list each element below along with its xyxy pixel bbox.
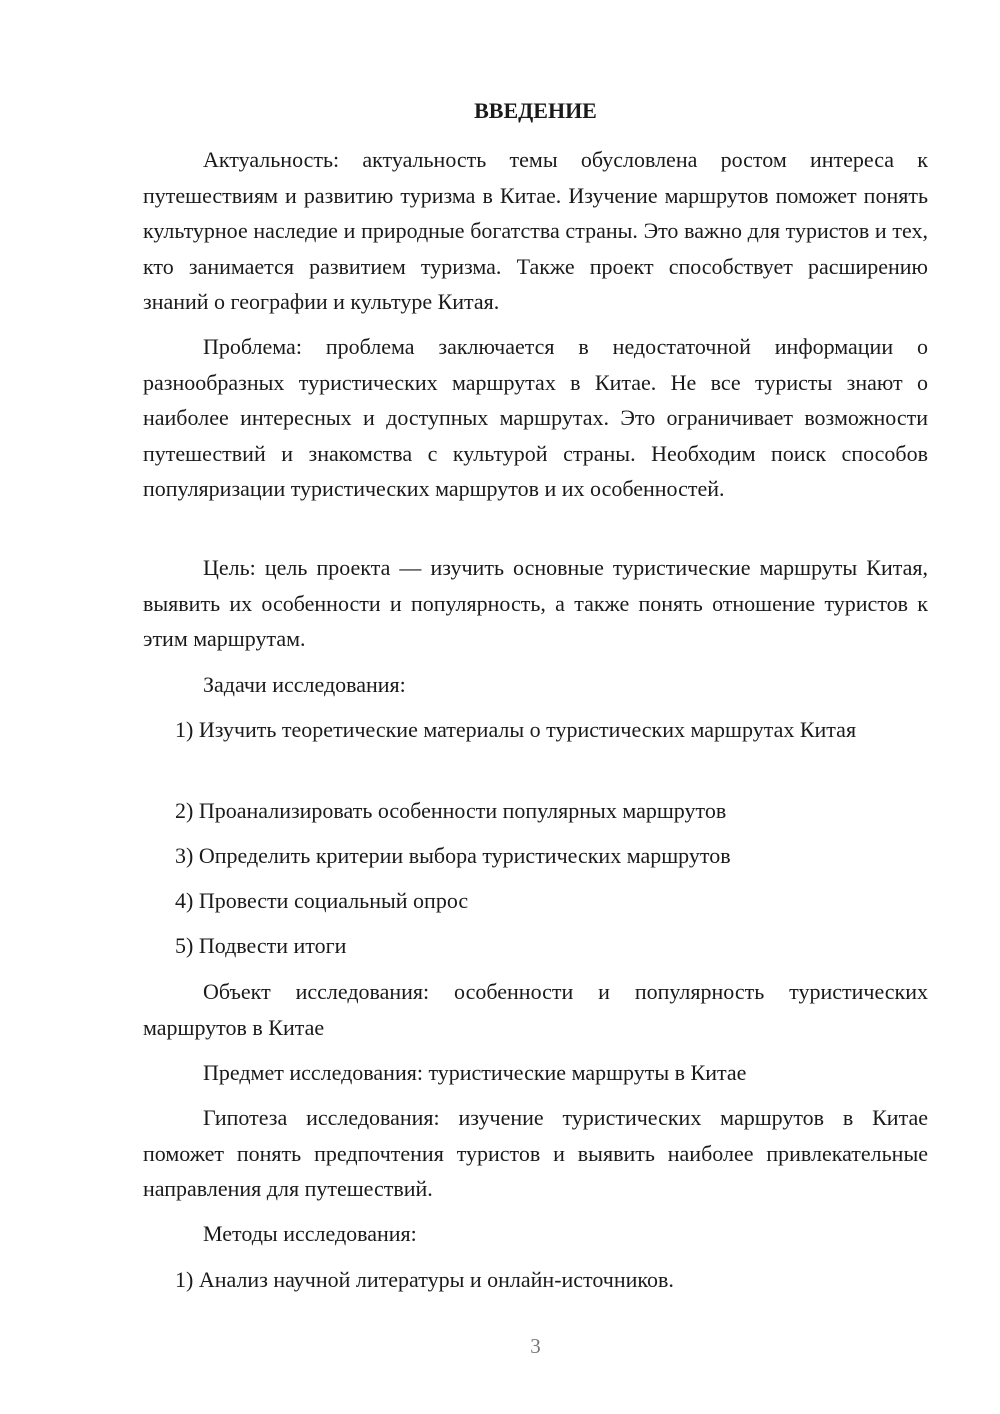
task-item-4: 4) Провести социальный опрос <box>175 888 469 913</box>
relevance-paragraph: Актуальность: актуальность темы обусловлена ростом интереса к путешествиям и развитию туризма в Китае. Изучение маршрутов поможет понять культурное наследие и природные богатства страны. Это важно для туристов и тех, кто занимается развитием туризма. Также проект способствует расширению знаний о географии и культуре Китая. <box>143 147 928 314</box>
hypothesis-paragraph: Гипотеза исследования: изучение туристических маршрутов в Китае поможет понять предпочтения туристов и выявить наиболее привлекательные направления для путешествий. <box>143 1105 928 1201</box>
page-number: 3 <box>530 1334 541 1358</box>
methods-title: Методы исследования: <box>203 1221 417 1246</box>
document-page <box>143 0 928 1414</box>
task-item-5: 5) Подвести итоги <box>175 933 347 958</box>
object-paragraph: Объект исследования: особенности и популярность туристических маршрутов в Китае <box>143 979 928 1040</box>
subject-paragraph: Предмет исследования: туристические маршруты в Китае <box>203 1060 747 1085</box>
method-item-1: 1) Анализ научной литературы и онлайн-источников. <box>175 1267 674 1292</box>
task-item-1: 1) Изучить теоретические материалы о туристических маршрутах Китая <box>175 717 857 742</box>
tasks-title: Задачи исследования: <box>203 672 406 697</box>
problem-paragraph: Проблема: проблема заключается в недостаточной информации о разнообразных туристических маршрутах в Китае. Не все туристы знают о наиболее интересных и доступных маршрутах. Это ограничивает возможности путешествий и знакомства с культурой страны. Необходим поиск способов популяризации туристических маршрутов и их особенностей. <box>143 334 928 501</box>
task-item-2: 2) Проанализировать особенности популярных маршрутов <box>175 798 727 823</box>
task-item-3: 3) Определить критерии выбора туристических маршрутов <box>175 843 731 868</box>
goal-paragraph: Цель: цель проекта — изучить основные туристические маршруты Китая, выявить их особенности и популярность, а также понять отношение туристов к этим маршрутам. <box>143 555 928 651</box>
section-heading: ВВЕДЕНИЕ <box>474 98 597 123</box>
